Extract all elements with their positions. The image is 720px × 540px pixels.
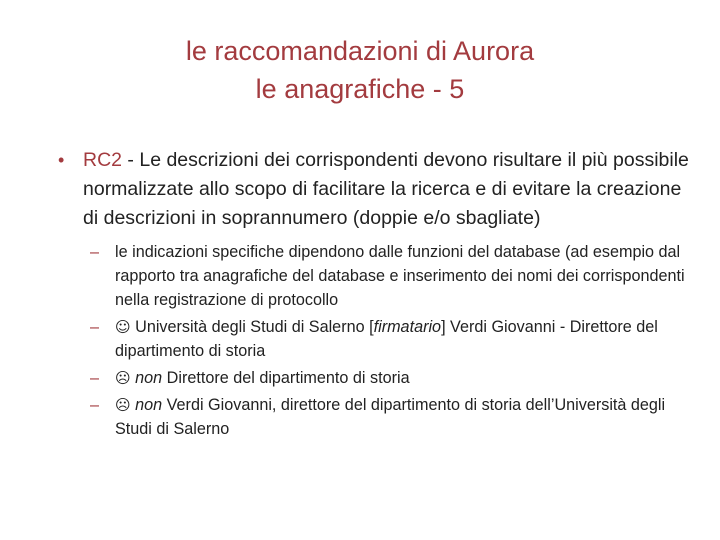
sub-bullet-text-after: ] Verdi Giovanni - Direttore del dipartimento di storia — [115, 318, 658, 360]
sad-face-icon: ☹ — [115, 396, 131, 414]
title-line-1: le raccomandazioni di Aurora — [185, 36, 535, 66]
sub-bullet-item — [90, 366, 690, 390]
sub-bullet-item — [90, 315, 690, 363]
title-line-2: le anagrafiche - 5 — [255, 74, 465, 104]
sad-face-icon: ☹ — [115, 369, 131, 387]
sub-bullet-item — [90, 393, 690, 441]
dash-icon: – — [90, 243, 100, 261]
main-bullet-text: - Le descrizioni dei corrispondenti devono risultare il più possibile normalizzate allo scopo di facilitare la ricerca e di evitare la creazione di descrizioni in soprannumero (doppie e/o sbagliate) — [83, 149, 689, 229]
dash-icon: – — [90, 396, 100, 414]
sub-bullet-text: Verdi Giovanni, direttore del dipartimento di storia dell’Università degli Studi di Salerno — [115, 396, 666, 438]
slide-title — [0, 32, 720, 108]
sub-bullet-italic: non — [135, 369, 163, 387]
sub-bullet-italic: non — [135, 396, 163, 414]
sub-bullet-text-before: Università degli Studi di Salerno [ — [130, 318, 374, 336]
dash-icon: – — [90, 369, 100, 387]
dash-icon: – — [90, 318, 100, 336]
recommendation-code: RC2 — [83, 149, 123, 171]
sub-bullet-text: le indicazioni specifiche dipendono dalle funzioni del database (ad esempio dal rapporto tra anagrafiche del database e inserimento dei nomi dei corrispondenti nella registrazione di protocollo — [115, 243, 685, 309]
sub-bullet-list — [50, 240, 690, 441]
smiley-icon: ☺ — [115, 318, 131, 336]
bullet-icon: • — [58, 150, 65, 170]
sub-bullet-item — [90, 240, 690, 312]
main-bullet — [50, 146, 690, 233]
sub-bullet-italic: firmatario — [373, 318, 442, 336]
slide-body — [50, 146, 690, 444]
sub-bullet-text: Direttore del dipartimento di storia — [162, 369, 410, 387]
